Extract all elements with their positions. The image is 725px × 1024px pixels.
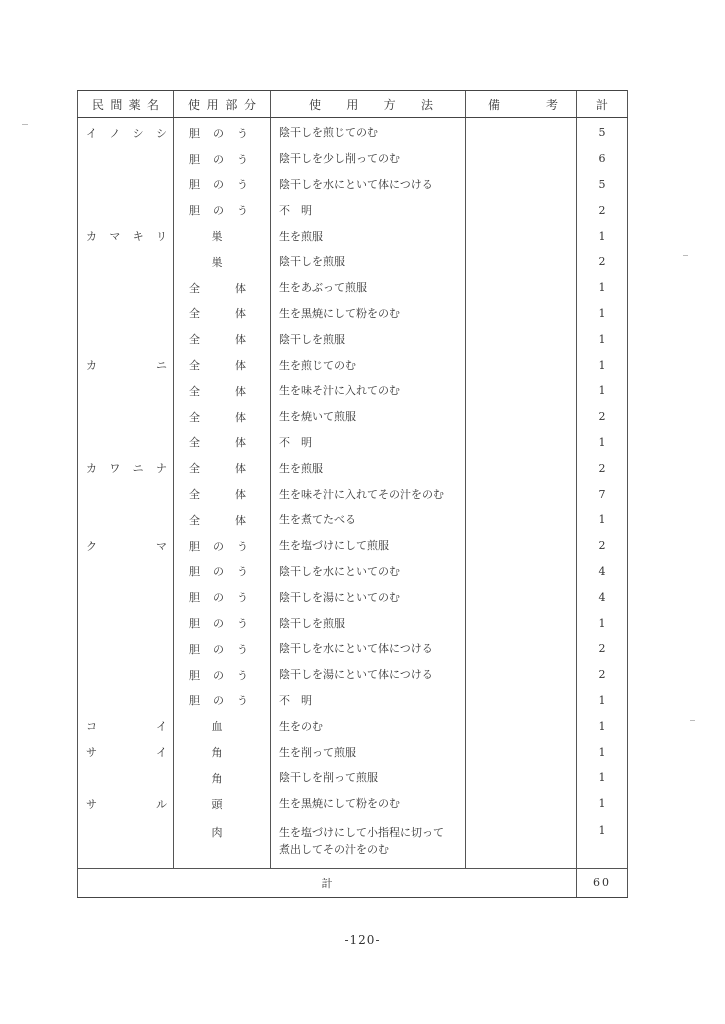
cell-part: 血 bbox=[174, 713, 271, 739]
cell-count: 2 bbox=[577, 249, 628, 275]
cell-method: 陰干しを湯にといて体につける bbox=[271, 662, 466, 688]
cell-method: 生を味そ汁に入れてのむ bbox=[271, 378, 466, 404]
cell-name bbox=[78, 172, 174, 198]
cell-method: 不 明 bbox=[271, 688, 466, 714]
scan-speck bbox=[22, 124, 28, 125]
cell-name bbox=[78, 662, 174, 688]
cell-note bbox=[466, 455, 577, 481]
scan-speck bbox=[690, 720, 695, 721]
cell-note bbox=[466, 249, 577, 275]
table-row bbox=[78, 172, 628, 198]
cell-count: 4 bbox=[577, 559, 628, 585]
cell-count: 1 bbox=[577, 688, 628, 714]
cell-name: コ イ bbox=[78, 713, 174, 739]
table-row bbox=[78, 326, 628, 352]
table-row bbox=[78, 275, 628, 301]
cell-method: 生を塩づけにして小指程に切って 煮出してその汁をのむ bbox=[271, 817, 466, 869]
cell-count: 2 bbox=[577, 533, 628, 559]
table-row bbox=[78, 817, 628, 869]
table-row bbox=[78, 662, 628, 688]
table-row bbox=[78, 352, 628, 378]
cell-part: 全 体 bbox=[174, 455, 271, 481]
cell-name: カ ワ ニ ナ bbox=[78, 455, 174, 481]
cell-part: 全 体 bbox=[174, 378, 271, 404]
cell-note bbox=[466, 146, 577, 172]
table-row bbox=[78, 118, 628, 146]
total-row bbox=[78, 868, 628, 897]
cell-name bbox=[78, 378, 174, 404]
cell-count: 4 bbox=[577, 584, 628, 610]
header-note: 備 考 bbox=[466, 91, 577, 118]
cell-name bbox=[78, 817, 174, 869]
cell-note bbox=[466, 559, 577, 585]
cell-count: 1 bbox=[577, 326, 628, 352]
cell-method: 生を塩づけにして煎服 bbox=[271, 533, 466, 559]
table-row bbox=[78, 378, 628, 404]
cell-note bbox=[466, 791, 577, 817]
page-number: -120- bbox=[344, 933, 381, 947]
cell-method: 陰干しを水にといてのむ bbox=[271, 559, 466, 585]
cell-name bbox=[78, 688, 174, 714]
cell-name: カ マ キ リ bbox=[78, 223, 174, 249]
cell-name bbox=[78, 559, 174, 585]
cell-part: 胆 の う bbox=[174, 146, 271, 172]
cell-method: 生を煎じてのむ bbox=[271, 352, 466, 378]
cell-count: 1 bbox=[577, 765, 628, 791]
cell-method: 陰干しを煎服 bbox=[271, 610, 466, 636]
cell-part: 胆 の う bbox=[174, 533, 271, 559]
cell-method: 生を焼いて煎服 bbox=[271, 404, 466, 430]
cell-part: 胆 の う bbox=[174, 118, 271, 146]
cell-method: 生を黒焼にして粉をのむ bbox=[271, 301, 466, 327]
cell-part: 全 体 bbox=[174, 507, 271, 533]
cell-method: 不 明 bbox=[271, 430, 466, 456]
cell-count: 1 bbox=[577, 301, 628, 327]
cell-count: 2 bbox=[577, 197, 628, 223]
cell-note bbox=[466, 172, 577, 198]
cell-name bbox=[78, 584, 174, 610]
table-row bbox=[78, 533, 628, 559]
cell-part: 胆 の う bbox=[174, 172, 271, 198]
cell-name bbox=[78, 301, 174, 327]
cell-name bbox=[78, 430, 174, 456]
table-row bbox=[78, 713, 628, 739]
cell-part: 胆 の う bbox=[174, 662, 271, 688]
cell-method: 陰干しを煎服 bbox=[271, 249, 466, 275]
cell-count: 1 bbox=[577, 610, 628, 636]
cell-method: 生を煮てたべる bbox=[271, 507, 466, 533]
cell-note bbox=[466, 739, 577, 765]
cell-count: 2 bbox=[577, 404, 628, 430]
cell-note bbox=[466, 481, 577, 507]
table-row bbox=[78, 739, 628, 765]
cell-note bbox=[466, 765, 577, 791]
cell-part: 全 体 bbox=[174, 301, 271, 327]
table-row bbox=[78, 610, 628, 636]
cell-count: 1 bbox=[577, 739, 628, 765]
cell-part: 全 体 bbox=[174, 352, 271, 378]
cell-note bbox=[466, 404, 577, 430]
table-row bbox=[78, 430, 628, 456]
cell-method: 生をのむ bbox=[271, 713, 466, 739]
cell-method: 生を味そ汁に入れてその汁をのむ bbox=[271, 481, 466, 507]
cell-note bbox=[466, 301, 577, 327]
cell-name bbox=[78, 249, 174, 275]
cell-method: 陰干しを水にといて体につける bbox=[271, 172, 466, 198]
header-part: 使 用 部 分 bbox=[174, 91, 271, 118]
cell-note bbox=[466, 352, 577, 378]
cell-part: 肉 bbox=[174, 817, 271, 869]
cell-note bbox=[466, 610, 577, 636]
cell-part: 巣 bbox=[174, 223, 271, 249]
table-row bbox=[78, 197, 628, 223]
cell-part: 胆 の う bbox=[174, 584, 271, 610]
cell-name bbox=[78, 481, 174, 507]
cell-note bbox=[466, 688, 577, 714]
cell-note bbox=[466, 817, 577, 869]
cell-count: 1 bbox=[577, 275, 628, 301]
cell-name bbox=[78, 197, 174, 223]
cell-name: カ ニ bbox=[78, 352, 174, 378]
cell-part: 胆 の う bbox=[174, 636, 271, 662]
cell-part: 全 体 bbox=[174, 430, 271, 456]
cell-part: 胆 の う bbox=[174, 197, 271, 223]
cell-count: 1 bbox=[577, 430, 628, 456]
table-row bbox=[78, 584, 628, 610]
cell-name bbox=[78, 326, 174, 352]
cell-count: 1 bbox=[577, 713, 628, 739]
cell-method: 生を煎服 bbox=[271, 455, 466, 481]
cell-count: 5 bbox=[577, 118, 628, 146]
cell-name: サ ル bbox=[78, 791, 174, 817]
cell-part: 胆 の う bbox=[174, 610, 271, 636]
cell-note bbox=[466, 223, 577, 249]
cell-method: 生をあぶって煎服 bbox=[271, 275, 466, 301]
cell-count: 2 bbox=[577, 636, 628, 662]
cell-method: 陰干しを水にといて体につける bbox=[271, 636, 466, 662]
table-row bbox=[78, 249, 628, 275]
table-row bbox=[78, 507, 628, 533]
cell-count: 1 bbox=[577, 378, 628, 404]
cell-method: 生を削って煎服 bbox=[271, 739, 466, 765]
table-row bbox=[78, 455, 628, 481]
table-row bbox=[78, 791, 628, 817]
cell-note bbox=[466, 533, 577, 559]
cell-count: 1 bbox=[577, 817, 628, 869]
cell-part: 角 bbox=[174, 739, 271, 765]
cell-part: 全 体 bbox=[174, 481, 271, 507]
table-row bbox=[78, 223, 628, 249]
cell-name: ク マ bbox=[78, 533, 174, 559]
cell-note bbox=[466, 636, 577, 662]
cell-note bbox=[466, 430, 577, 456]
cell-method: 生を黒焼にして粉をのむ bbox=[271, 791, 466, 817]
cell-method: 生を煎服 bbox=[271, 223, 466, 249]
cell-count: 7 bbox=[577, 481, 628, 507]
cell-method: 陰干しを湯にといてのむ bbox=[271, 584, 466, 610]
cell-part: 胆 の う bbox=[174, 688, 271, 714]
header-method: 使 用 方 法 bbox=[271, 91, 466, 118]
header-row bbox=[78, 91, 628, 118]
cell-note bbox=[466, 507, 577, 533]
cell-name bbox=[78, 636, 174, 662]
cell-count: 1 bbox=[577, 507, 628, 533]
cell-note bbox=[466, 378, 577, 404]
cell-method: 陰干しを煎服 bbox=[271, 326, 466, 352]
cell-method: 不 明 bbox=[271, 197, 466, 223]
cell-part: 頭 bbox=[174, 791, 271, 817]
medicine-table bbox=[77, 90, 628, 898]
cell-name bbox=[78, 765, 174, 791]
cell-count: 1 bbox=[577, 223, 628, 249]
cell-part: 全 体 bbox=[174, 275, 271, 301]
cell-name bbox=[78, 610, 174, 636]
cell-count: 2 bbox=[577, 662, 628, 688]
cell-note bbox=[466, 197, 577, 223]
cell-count: 1 bbox=[577, 791, 628, 817]
cell-method: 陰干しを少し削ってのむ bbox=[271, 146, 466, 172]
total-value: 60 bbox=[577, 868, 628, 897]
cell-method: 陰干しを煎じてのむ bbox=[271, 118, 466, 146]
cell-count: 1 bbox=[577, 352, 628, 378]
cell-count: 6 bbox=[577, 146, 628, 172]
total-label: 計 bbox=[78, 868, 577, 897]
cell-part: 全 体 bbox=[174, 404, 271, 430]
cell-count: 2 bbox=[577, 455, 628, 481]
cell-part: 巣 bbox=[174, 249, 271, 275]
cell-part: 全 体 bbox=[174, 326, 271, 352]
header-name: 民 間 薬 名 bbox=[78, 91, 174, 118]
cell-name bbox=[78, 275, 174, 301]
table-row bbox=[78, 636, 628, 662]
table-row bbox=[78, 404, 628, 430]
table-row bbox=[78, 481, 628, 507]
cell-note bbox=[466, 713, 577, 739]
cell-name bbox=[78, 404, 174, 430]
table-row bbox=[78, 765, 628, 791]
header-count: 計 bbox=[577, 91, 628, 118]
cell-name bbox=[78, 146, 174, 172]
table-row bbox=[78, 301, 628, 327]
cell-note bbox=[466, 275, 577, 301]
cell-note bbox=[466, 118, 577, 146]
cell-part: 胆 の う bbox=[174, 559, 271, 585]
cell-name: サ イ bbox=[78, 739, 174, 765]
cell-count: 5 bbox=[577, 172, 628, 198]
cell-name bbox=[78, 507, 174, 533]
cell-name: イ ノ シ シ bbox=[78, 118, 174, 146]
cell-note bbox=[466, 326, 577, 352]
cell-method: 陰干しを削って煎服 bbox=[271, 765, 466, 791]
table-row bbox=[78, 146, 628, 172]
cell-part: 角 bbox=[174, 765, 271, 791]
cell-note bbox=[466, 662, 577, 688]
scan-speck bbox=[683, 255, 688, 256]
table-row bbox=[78, 688, 628, 714]
cell-note bbox=[466, 584, 577, 610]
table-row bbox=[78, 559, 628, 585]
